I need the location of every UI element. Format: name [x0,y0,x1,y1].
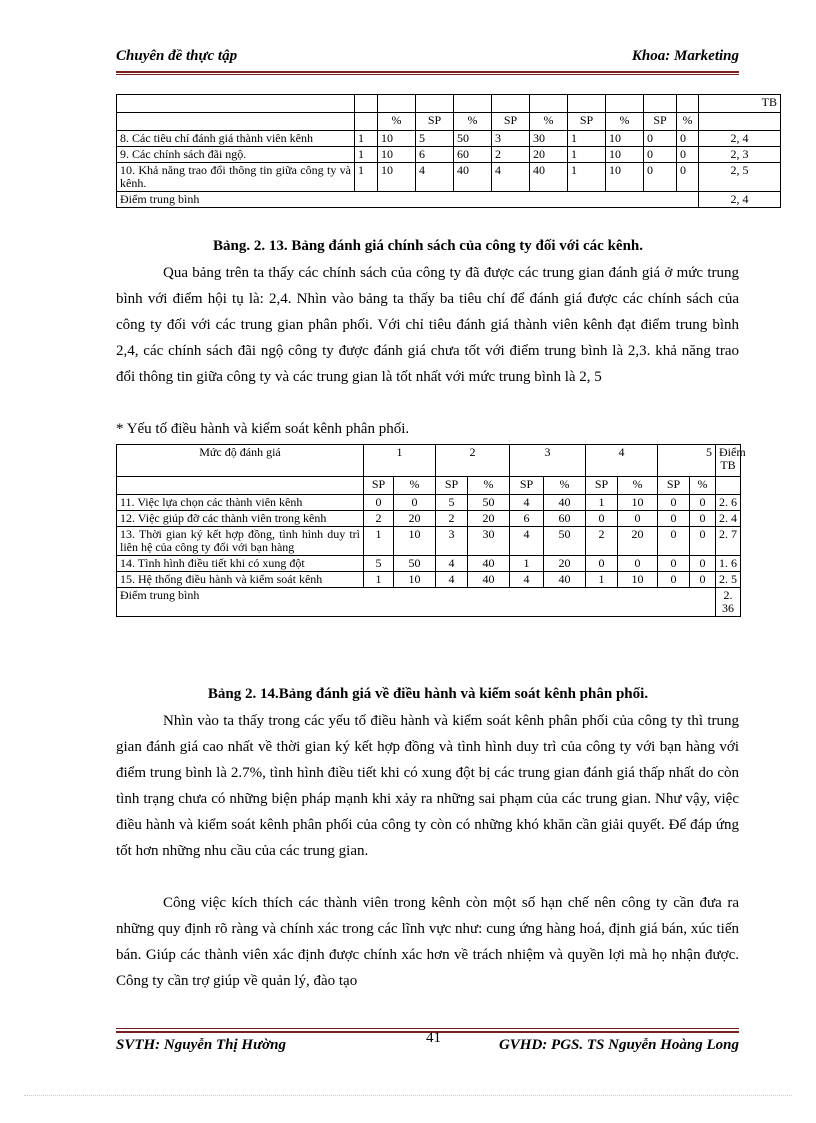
level-header: 2 [436,445,510,477]
row-avg: 1. 6 [716,556,741,572]
cell: 40 [544,572,586,588]
subheader: % [606,113,644,131]
row-avg: 2, 5 [699,163,781,192]
level-header: 4 [586,445,658,477]
cell: 2 [364,511,394,527]
subheader: % [690,477,716,495]
cell: 0 [618,556,658,572]
table-row [117,163,781,192]
subheader: SP [644,113,677,131]
row-avg: 2, 4 [699,131,781,147]
cell: 40 [544,495,586,511]
cell: 2 [586,527,618,556]
table-caption: Bảng. 2. 13. Bảng đánh giá chính sách của công ty đối với các kênh. [212,238,644,254]
row-label: 13. Thời gian ký kết hợp đồng, tình hình duy trì liên hệ của công ty đối với bạn hàng [117,527,364,556]
total-value: 2, 4 [699,192,781,208]
cell: 0 [644,147,677,163]
cell: 40 [468,572,510,588]
cell: 4 [416,163,454,192]
header-right: Khoa: Marketing [631,48,739,64]
cell: 30 [468,527,510,556]
cell: 50 [468,495,510,511]
cell: 10 [378,147,416,163]
cell: 10 [618,495,658,511]
subheader: % [677,113,699,131]
cell: 30 [530,131,568,147]
cell: 0 [658,495,690,511]
cell: 0 [586,511,618,527]
subheader: % [618,477,658,495]
cell: 0 [658,511,690,527]
cell: 50 [544,527,586,556]
cell: 0 [658,572,690,588]
page-number: 41 [426,1030,441,1046]
cell: 0 [586,556,618,572]
cell: 1 [364,572,394,588]
table-channel-control [116,444,746,617]
cell: 1 [568,147,606,163]
table-row [117,495,741,511]
cell: 0 [690,527,716,556]
cell: 20 [544,556,586,572]
cell: 1 [510,556,544,572]
paragraph: Qua bảng trên ta thấy các chính sách của công ty đã được các trung gian đánh giá ở mức trung bình với điểm hội tụ là: 2,4. Nhìn vào bảng ta thấy ba tiêu chí để đánh giá được các chính sách của công ty đối với các trung gian phân phối. Với chỉ tiêu đánh giá thành viên kênh đạt điểm trung bình 2,4, các chính sách đãi ngộ công ty được đánh giá chưa tốt với điểm trung bình là 2,3. khả năng trao đổi thông tin giữa công ty và các trung gian là tốt nhất với mức trung bình là 2, 5 [116,265,739,385]
cell: 5 [364,556,394,572]
footer-right: GVHD: PGS. TS Nguyễn Hoàng Long [498,1037,739,1053]
subheader: SP [510,477,544,495]
cell: 20 [530,147,568,163]
cell: 40 [530,163,568,192]
cell: 40 [454,163,492,192]
header-left: Chuyên đề thực tập [116,48,238,64]
cell: 0 [690,556,716,572]
row-avg: 2, 3 [699,147,781,163]
cell: 10 [606,147,644,163]
cell: 4 [436,556,468,572]
cell: 0 [658,556,690,572]
bullet-heading: * Yếu tố điều hành và kiểm soát kênh phân phối. [116,421,410,437]
subheader: % [544,477,586,495]
cell: 0 [364,495,394,511]
cell: 10 [606,131,644,147]
cell: 1 [568,131,606,147]
subheader: SP [416,113,454,131]
cell: 6 [416,147,454,163]
cell: 1 [586,495,618,511]
table-total-row [117,588,741,617]
row-avg: 2. 6 [716,495,741,511]
total-value: 2. 36 [716,588,741,617]
subheader: SP [586,477,618,495]
cell: 0 [644,163,677,192]
cell: 1 [568,163,606,192]
cell: 3 [436,527,468,556]
cell: 4 [510,527,544,556]
subheader: % [454,113,492,131]
cell: 1 [355,131,378,147]
row-label: 9. Các chính sách đãi ngộ. [117,147,355,163]
row-avg: 2. 5 [716,572,741,588]
cell: 4 [436,572,468,588]
cell: 60 [544,511,586,527]
cell: 10 [394,572,436,588]
page-footer [116,1037,739,1059]
cell: 1 [586,572,618,588]
cell: 0 [677,131,699,147]
table-row [117,147,781,163]
subheader: % [378,113,416,131]
cell: 0 [677,147,699,163]
subheader: SP [658,477,690,495]
level-header: 1 [364,445,436,477]
row-avg: 2. 7 [716,527,741,556]
table-row [117,572,741,588]
cell: 0 [618,511,658,527]
total-label: Điểm trung bình [117,588,716,617]
row-label: 11. Việc lựa chọn các thành viên kênh [117,495,364,511]
cell: 0 [394,495,436,511]
cell: 5 [436,495,468,511]
subheader: % [468,477,510,495]
cell: 20 [618,527,658,556]
table-channel-policy [116,94,781,208]
footer-left: SVTH: Nguyễn Thị Hường [116,1037,286,1053]
cell: 60 [454,147,492,163]
cell: 10 [394,527,436,556]
subheader: SP [492,113,530,131]
table-row [117,556,741,572]
table-caption: Bảng 2. 14.Bảng đánh giá về điều hành và kiểm soát kênh phân phối. [207,686,649,702]
footer-rule-thin [116,1028,739,1029]
cell: 50 [394,556,436,572]
level-header: 5 [658,445,716,477]
row-label: 15. Hệ thống điều hành và kiểm soát kênh [117,572,364,588]
header-rule [116,71,739,73]
subheader: % [530,113,568,131]
cell: 1 [355,147,378,163]
cell: 2 [492,147,530,163]
cell: 6 [510,511,544,527]
page-header [116,48,739,72]
subheader: SP [436,477,468,495]
row-label: 10. Khả năng trao đổi thông tin giữa công ty và kênh. [117,163,355,192]
cell: 10 [378,131,416,147]
cell: 4 [510,572,544,588]
cell: 4 [492,163,530,192]
table-total-row [117,192,781,208]
header-tb: TB [699,95,781,113]
cell: 50 [454,131,492,147]
table-row [117,527,741,556]
subheader: % [394,477,436,495]
cell: 2 [436,511,468,527]
cell: 0 [658,527,690,556]
row-label: 8. Các tiêu chí đánh giá thành viên kênh [117,131,355,147]
row-label: 14. Tình hình điều tiết khi có xung đột [117,556,364,572]
cell: 3 [492,131,530,147]
paragraph: Công việc kích thích các thành viên trong kênh còn một số hạn chế nên công ty cần đưa ra những quy định rõ ràng và chính xác trong các lĩnh vực như: cung ứng hàng hoá, định giá bán, xúc tiến bán. Giúp các thành viên xác định được chính xác hơn về trách nhiệm và quyền lợi mà họ nhận được. Công ty cần trợ giúp về quản lý, đào tạo [116,895,739,989]
cell: 10 [606,163,644,192]
cell: 0 [690,495,716,511]
cell: 0 [644,131,677,147]
cell: 20 [468,511,510,527]
cell: 0 [690,511,716,527]
score-header: Điểm TB [716,445,741,477]
cell: 20 [394,511,436,527]
subheader: SP [568,113,606,131]
subheader: SP [364,477,394,495]
cell: 0 [690,572,716,588]
cell: 1 [364,527,394,556]
cell: 40 [468,556,510,572]
cell: 0 [677,163,699,192]
table-row [117,131,781,147]
page-edge [24,1095,792,1096]
total-label: Điểm trung bình [117,192,699,208]
cell: 10 [378,163,416,192]
cell: 5 [416,131,454,147]
row-avg: 2. 4 [716,511,741,527]
level-label: Mức độ đánh giá [117,445,364,477]
cell: 4 [510,495,544,511]
header-rule-thin [116,74,739,75]
cell: 1 [355,163,378,192]
paragraph: Nhìn vào ta thấy trong các yếu tố điều hành và kiểm soát kênh phân phối của công ty thì trung gian đánh giá cao nhất về thời gian ký kết hợp đồng và tình hình duy trì của công ty với bạn hàng với điểm trung bình là 2.7%, tình hình điều tiết khi có xung đột bị các trung gian đánh giá thấp nhất do còn tình trạng chưa có những biện pháp mạnh khi xảy ra những sai phạm của các trung gian. Như vậy, việc điều hành và kiểm soát kênh phân phối của công ty còn có những khó khăn cần giải quyết. Để đáp ứng tốt hơn những nhu cầu của các trung gian. [116,713,739,859]
row-label: 12. Việc giúp đỡ các thành viên trong kênh [117,511,364,527]
table-row [117,511,741,527]
level-header: 3 [510,445,586,477]
cell: 10 [618,572,658,588]
